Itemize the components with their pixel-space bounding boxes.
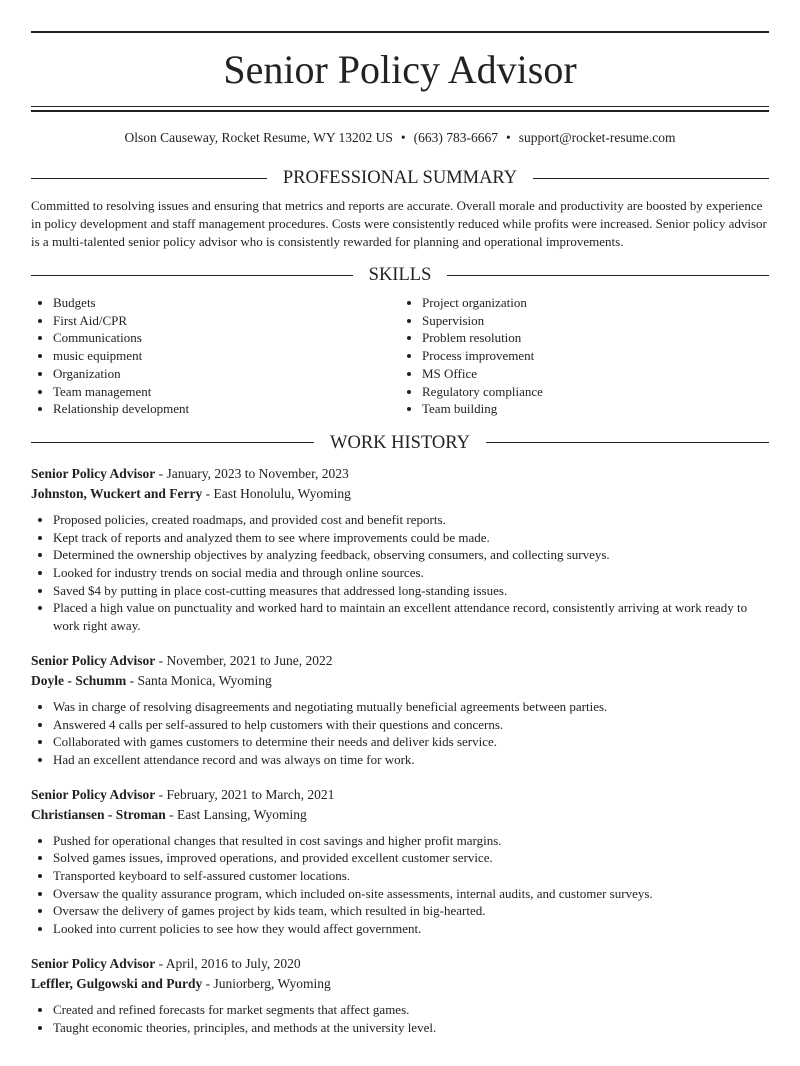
work-history-list xyxy=(31,464,769,1036)
list-item: • Determined the ownership objectives by analyzing feedback, observing consumers, and collecting surveys. xyxy=(53,546,769,564)
list-item: • First Aid/CPR xyxy=(53,312,400,330)
resume-page xyxy=(0,31,800,1036)
list-item: • Saved $4 by putting in place cost-cutting measures that addressed long-standing issues. xyxy=(53,582,769,600)
list-item: • Organization xyxy=(53,365,400,383)
skills-column-right xyxy=(400,294,769,418)
job-title: Senior Policy Advisor xyxy=(31,786,156,802)
top-divider xyxy=(31,31,769,33)
list-item: • Team building xyxy=(422,400,769,418)
heading-rule xyxy=(447,275,769,276)
job-title-line xyxy=(31,954,769,974)
section-title: PROFESSIONAL SUMMARY xyxy=(282,168,518,188)
job-company-line xyxy=(31,671,769,691)
list-item: • Regulatory compliance xyxy=(422,383,769,401)
job-location: - Juniorberg, Wyoming xyxy=(202,975,331,991)
job-title: Senior Policy Advisor xyxy=(31,652,156,668)
job-company: Christiansen - Stroman xyxy=(31,806,166,822)
page-title: Senior Policy Advisor xyxy=(223,47,577,92)
job-title: Senior Policy Advisor xyxy=(31,465,156,481)
list-item: • Relationship development xyxy=(53,400,400,418)
job-dates: - April, 2016 to July, 2020 xyxy=(155,955,301,971)
double-divider xyxy=(31,106,769,112)
list-item: • Oversaw the delivery of games project by kids team, which resulted in big-hearted. xyxy=(53,902,769,920)
job-location: - Santa Monica, Wyoming xyxy=(126,672,272,688)
list-item: • Oversaw the quality assurance program, which included on-site assessments, internal audits, and customer surveys. xyxy=(53,885,769,903)
job-title-line xyxy=(31,785,769,805)
heading-rule xyxy=(31,178,267,179)
contact-info xyxy=(31,129,769,147)
skills-column-left xyxy=(31,294,400,418)
job-company: Leffler, Gulgowski and Purdy xyxy=(31,975,203,991)
list-item: • MS Office xyxy=(422,365,769,383)
list-item: • Problem resolution xyxy=(422,329,769,347)
list-item: • Looked into current policies to see how they would affect government. xyxy=(53,920,769,938)
job-company: Johnston, Wuckert and Ferry xyxy=(31,485,203,501)
list-item: • Was in charge of resolving disagreements and negotiating mutually beneficial agreements between parties. xyxy=(53,698,769,716)
list-item: • Team management xyxy=(53,383,400,401)
job-bullets xyxy=(31,698,769,769)
list-item: • Had an excellent attendance record and was always on time for work. xyxy=(53,751,769,769)
heading-rule xyxy=(486,442,769,443)
section-heading-skills xyxy=(31,264,769,286)
list-item: • Taught economic theories, principles, and methods at the university level. xyxy=(53,1019,769,1037)
list-item: • Placed a high value on punctuality and worked hard to maintain an excellent attendance record, consistently arriving at work ready to work right away. xyxy=(53,599,769,634)
section-title: SKILLS xyxy=(368,265,432,285)
job-title-line xyxy=(31,464,769,484)
list-item: • music equipment xyxy=(53,347,400,365)
list-item: • Solved games issues, improved operations, and provided excellent customer service. xyxy=(53,849,769,867)
job-entry xyxy=(31,464,769,635)
list-item: • Project organization xyxy=(422,294,769,312)
job-entry xyxy=(31,954,769,1036)
summary-text: Committed to resolving issues and ensuring that metrics and reports are accurate. Overall morale and productivity are boosted by experience in policy development and staff management procedures. Costs were consistently reduced while profits were increased. Senior policy advisor is a multi-talented senior policy advisor who is consistently rewarded for planning and operational improvements. xyxy=(31,198,767,249)
contact-address: Olson Causeway, Rocket Resume, WY 13202 US xyxy=(124,130,393,145)
job-bullets xyxy=(31,832,769,938)
section-heading-summary xyxy=(31,167,769,189)
list-item: • Transported keyboard to self-assured customer locations. xyxy=(53,867,769,885)
list-item: • Process improvement xyxy=(422,347,769,365)
list-item: • Pushed for operational changes that resulted in cost savings and higher profit margins. xyxy=(53,832,769,850)
heading-rule xyxy=(31,275,353,276)
job-dates: - November, 2021 to June, 2022 xyxy=(155,652,333,668)
job-dates: - February, 2021 to March, 2021 xyxy=(155,786,335,802)
job-location: - East Honolulu, Wyoming xyxy=(202,485,351,501)
separator: • xyxy=(505,130,511,145)
list-item: • Kept track of reports and analyzed them to see where improvements could be made. xyxy=(53,529,769,547)
contact-phone: (663) 783-6667 xyxy=(413,130,498,145)
list-item: • Created and refined forecasts for market segments that affect games. xyxy=(53,1001,769,1019)
job-entry xyxy=(31,785,769,938)
job-company-line xyxy=(31,484,769,504)
job-entry xyxy=(31,651,769,769)
job-title: Senior Policy Advisor xyxy=(31,955,156,971)
job-bullets xyxy=(31,1001,769,1036)
list-item: • Collaborated with games customers to determine their needs and deliver kids service. xyxy=(53,733,769,751)
section-title: WORK HISTORY xyxy=(330,432,470,453)
list-item: • Looked for industry trends on social media and through online sources. xyxy=(53,564,769,582)
list-item: • Budgets xyxy=(53,294,400,312)
job-location: - East Lansing, Wyoming xyxy=(165,806,307,822)
separator: • xyxy=(400,130,406,145)
job-dates: - January, 2023 to November, 2023 xyxy=(155,465,349,481)
list-item: • Communications xyxy=(53,329,400,347)
skills-list xyxy=(31,294,769,418)
list-item: • Supervision xyxy=(422,312,769,330)
list-item: • Proposed policies, created roadmaps, and provided cost and benefit reports. xyxy=(53,511,769,529)
section-heading-work xyxy=(31,432,769,454)
job-title-line xyxy=(31,651,769,671)
heading-rule xyxy=(31,442,314,443)
heading-rule xyxy=(533,178,769,179)
list-item: • Answered 4 calls per self-assured to help customers with their questions and concerns. xyxy=(53,716,769,734)
job-company: Doyle - Schumm xyxy=(31,672,127,688)
contact-email: support@rocket-resume.com xyxy=(518,130,676,145)
job-bullets xyxy=(31,511,769,635)
job-company-line xyxy=(31,805,769,825)
job-company-line xyxy=(31,974,769,994)
